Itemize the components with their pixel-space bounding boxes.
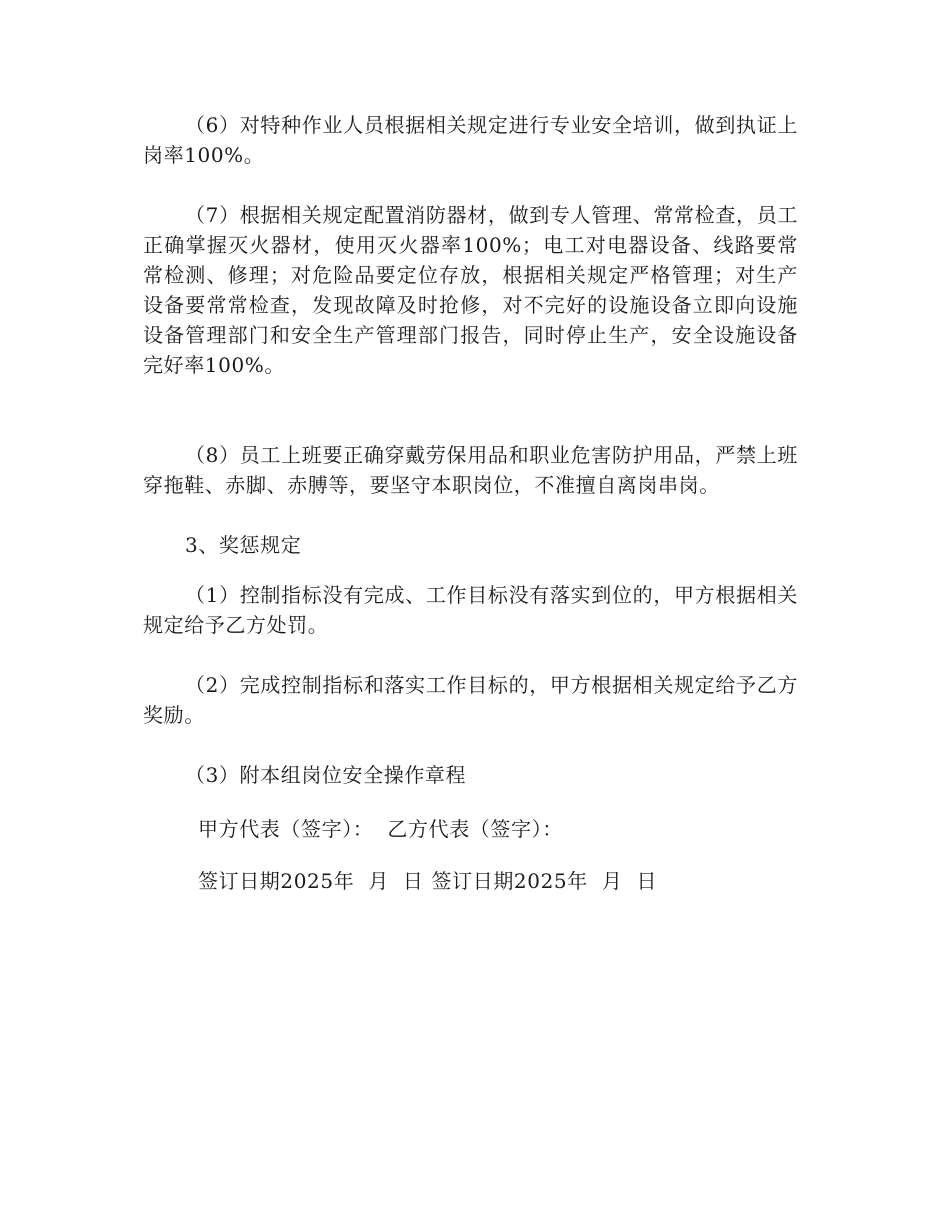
- party-a-signature-label: 甲方代表（签字）：: [198, 817, 374, 841]
- party-b-signature-label: 乙方代表（签字）：: [387, 817, 563, 841]
- party-a-date-prefix: 签订日期2025年: [198, 869, 355, 893]
- signature-line: [198, 814, 563, 844]
- party-b-date-month: 月: [601, 869, 623, 893]
- party-a-date-day: 日: [402, 869, 424, 893]
- party-b-date-prefix: 签订日期2025年: [431, 869, 588, 893]
- paragraph-item-7: （7）根据相关规定配置消防器材，做到专人管理、常常检查，员工正确掌握灭火器材，使用灭火器率100%；电工对电器设备、线路要常常检测、修理；对危险品要定位存放，根据相关规定严格管理；对生产设备要常常检查，发现故障及时抢修，对不完好的设施设备立即向设施设备管理部门和安全生产管理部门报告，同时停止生产，安全设施设备完好率100%。: [143, 203, 798, 377]
- signing-date-line: [198, 866, 657, 896]
- paragraph-item-6: （6）对特种作业人员根据相关规定进行专业安全培训，做到执证上岗率100%。: [143, 113, 798, 167]
- paragraph-item-8: （8）员工上班要正确穿戴劳保用品和职业危害防护用品，严禁上班穿拖鞋、赤脚、赤膊等，要坚守本职岗位，不准擅自离岗串岗。: [143, 443, 798, 497]
- party-b-date-day: 日: [636, 869, 658, 893]
- paragraph-reward-2: （2）完成控制指标和落实工作目标的，甲方根据相关规定给予乙方奖励。: [143, 673, 798, 727]
- party-a-date-month: 月: [368, 869, 389, 893]
- paragraph-reward-3: （3）附本组岗位安全操作章程: [185, 763, 467, 787]
- section-heading-rewards: 3、奖惩规定: [185, 533, 302, 557]
- paragraph-reward-1: （1）控制指标没有完成、工作目标没有落实到位的，甲方根据相关规定给予乙方处罚。: [143, 583, 798, 637]
